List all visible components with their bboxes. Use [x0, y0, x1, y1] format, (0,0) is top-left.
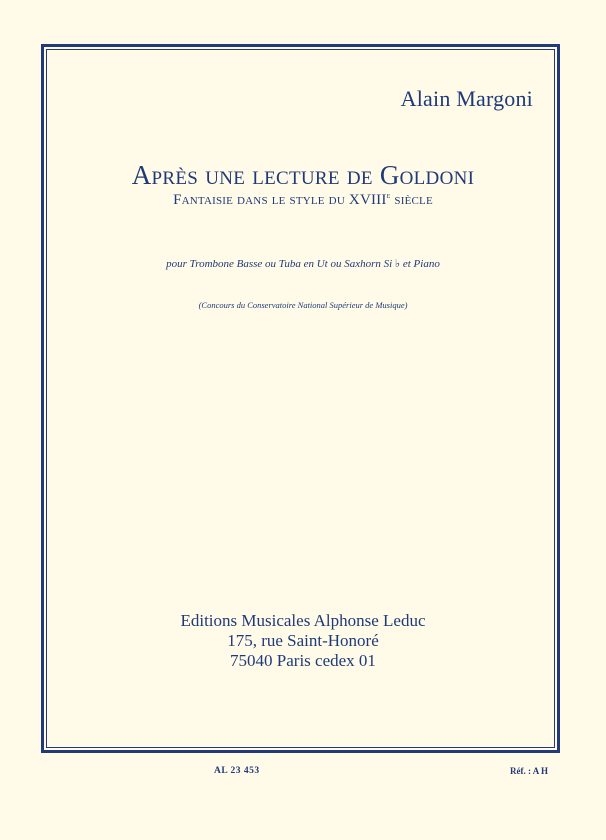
catalog-number: AL 23 453	[214, 766, 260, 776]
composer-name: Alain Margoni	[400, 86, 533, 111]
publisher-name: Editions Musicales Alphonse Leduc	[180, 611, 426, 630]
reference-code: Réf. : A H	[510, 766, 548, 776]
instrumentation: pour Trombone Basse ou Tuba en Ut ou Saxhorn Si ♭ et Piano	[166, 258, 440, 270]
work-title: Après une lecture de Goldoni	[131, 160, 475, 190]
publisher-street: 175, rue Saint-Honoré	[227, 631, 379, 650]
competition-note: (Concours du Conservatoire National Supérieur de Musique)	[198, 300, 408, 310]
subtitle-main: Fantaisie dans le style du XVIII	[173, 192, 387, 208]
publisher-block	[0, 611, 606, 671]
work-subtitle	[0, 190, 606, 209]
subtitle-superscript: e	[386, 190, 391, 200]
publisher-city: 75040 Paris cedex 01	[230, 651, 376, 670]
subtitle-end: siècle	[390, 192, 433, 208]
